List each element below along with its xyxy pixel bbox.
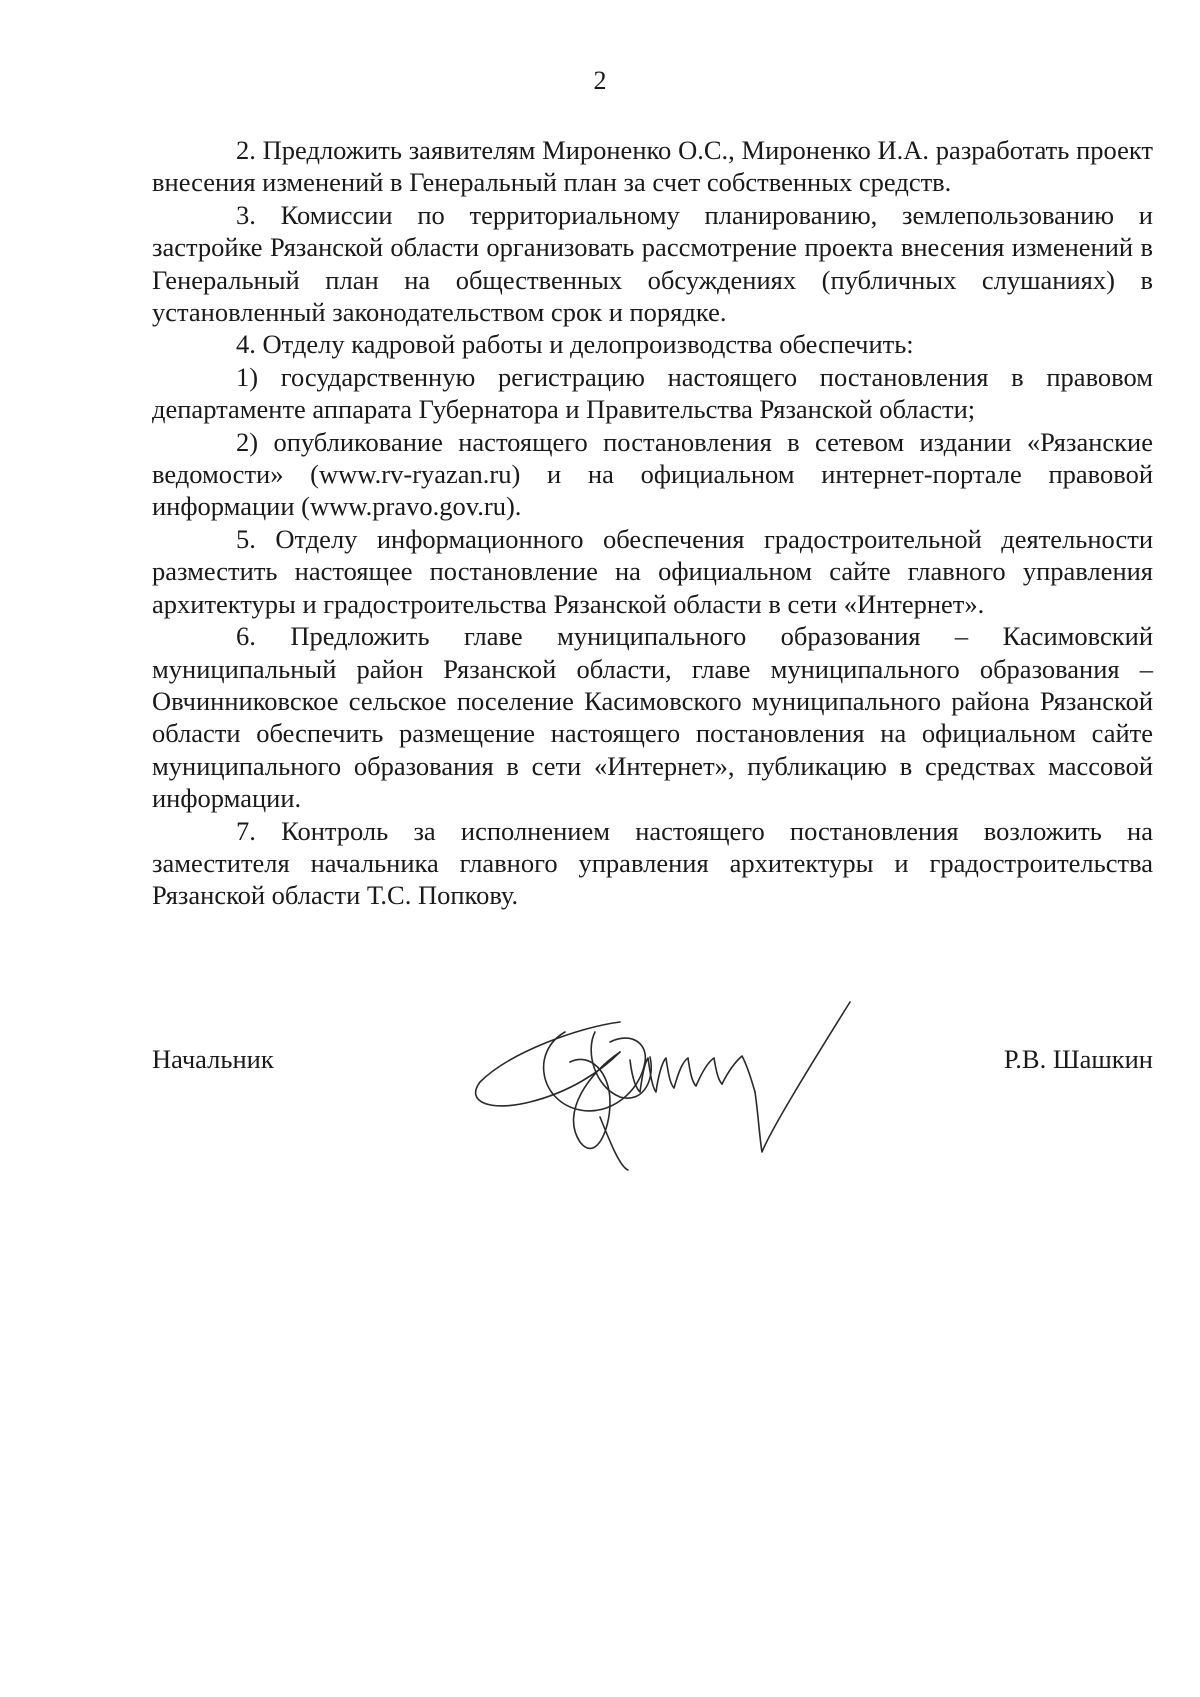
paragraph-subitem-2: 2) опубликование настоящего постановления в сетевом издании «Рязанские ведомости» (www.rv-ryazan.ru) и на официальном интернет-портале правовой информации (www.pravo.gov.ru). (152, 426, 1153, 522)
paragraph-item-7: 7. Контроль за исполнением настоящего постановления возложить на заместителя начальника главного управления архитектуры и градостроительства Рязанской области Т.С. Попкову. (152, 815, 1153, 911)
signer-name: Р.В. Шашкин (1003, 1044, 1153, 1074)
page-number: 2 (593, 66, 607, 95)
document-body (152, 134, 1153, 912)
paragraph-subitem-1: 1) государственную регистрацию настоящего постановления в правовом департаменте аппарата Губернатора и Правительства Рязанской области; (152, 361, 1153, 425)
paragraph-item-6: 6. Предложить главе муниципального образования – Касимовский муниципальный район Рязанской области, главе муниципального образования – Овчинниковское сельское поселение Касимовского муниципального района Рязанской области обеспечить размещение настоящего постановления на официальном сайте муниципального образования в сети «Интернет», публикацию в средствах массовой информации. (152, 621, 1153, 814)
signature-block (152, 1044, 1153, 1084)
paragraph-item-4: 4. Отделу кадровой работы и делопроизводства обеспечить: (236, 329, 914, 360)
paragraph-item-5: 5. Отделу информационного обеспечения градостроительной деятельности разместить настоящее постановление на официальном сайте главного управления архитектуры и градостроительства Рязанской области в сети «Интернет». (152, 523, 1153, 619)
paragraph-item-3: 3. Комиссии по территориальному планированию, землепользованию и застройке Рязанской области организовать рассмотрение проекта внесения изменений в Генеральный план на общественных обсуждениях (публичных слушаниях) в установленный законодательством срок и порядке. (152, 199, 1153, 328)
paragraph-item-2: 2. Предложить заявителям Мироненко О.С., Мироненко И.А. разработать проект внесения изменений в Генеральный план за счет собственных средств. (152, 135, 1153, 198)
signer-title: Начальник (152, 1044, 274, 1074)
